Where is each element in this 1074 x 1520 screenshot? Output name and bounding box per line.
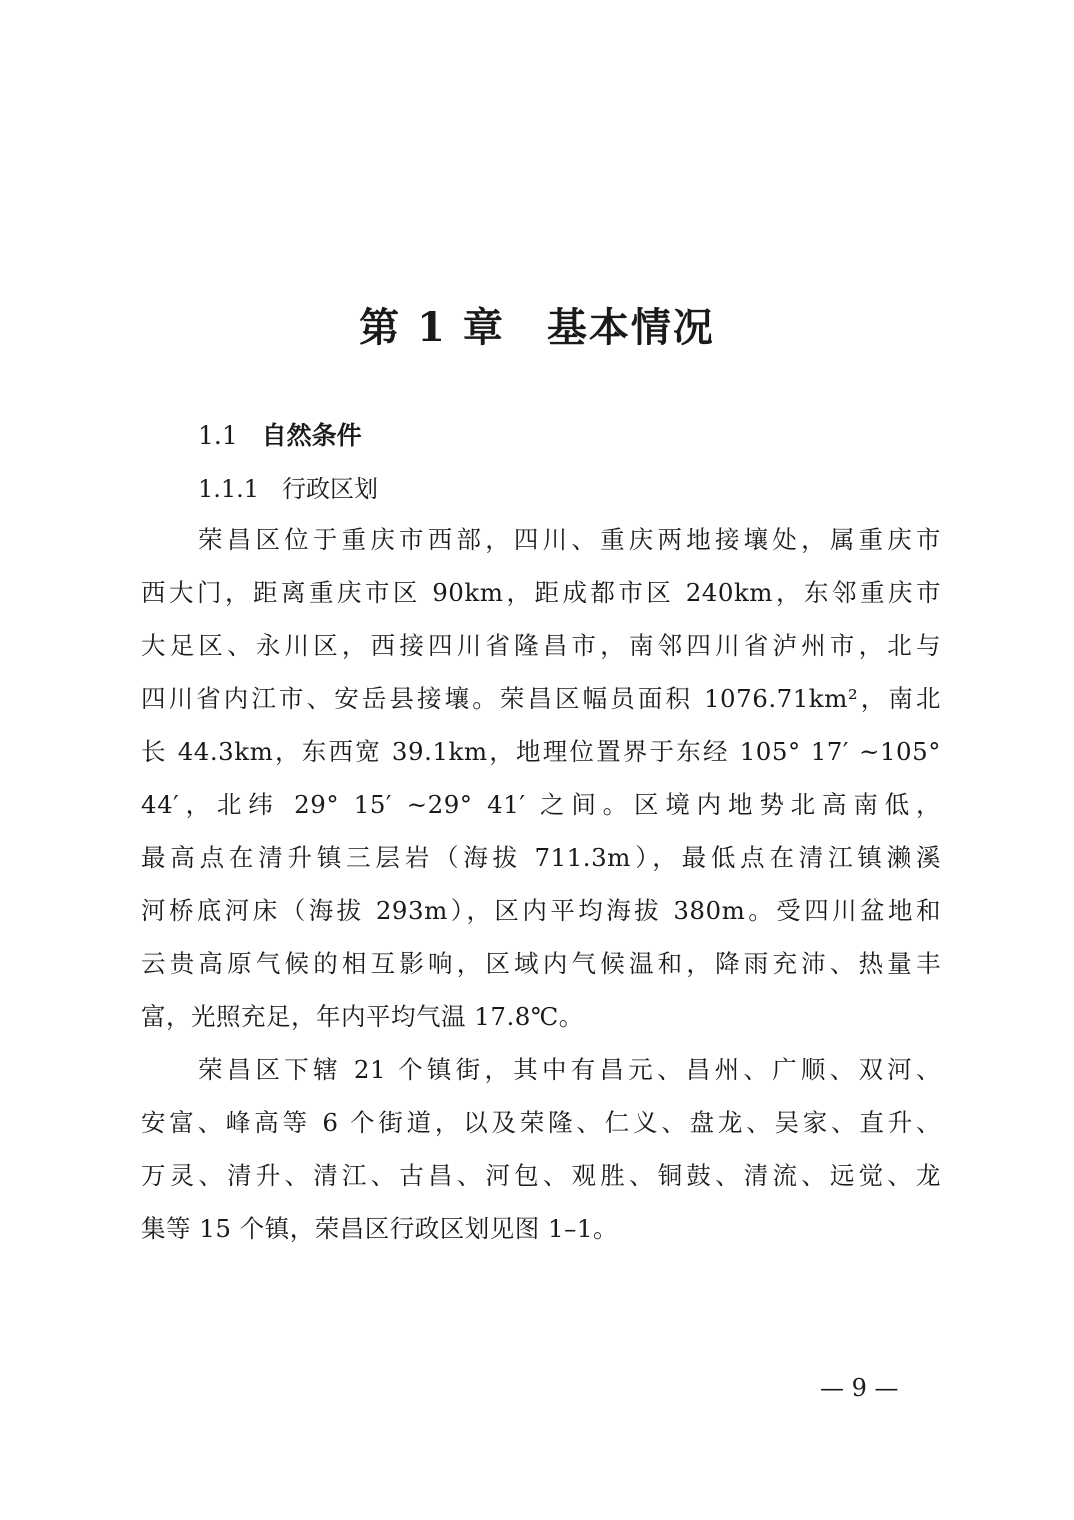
paragraph-line: 四川省内江市、安岳县接壤。荣昌区幅员面积 1076.71km²，南北 (141, 684, 941, 713)
paragraph-line: 44′，北纬 29° 15′ ~29° 41′ 之间。区境内地势北高南低， (141, 790, 941, 819)
page-number: — 9 — (820, 1374, 899, 1402)
paragraph-line: 长 44.3km，东西宽 39.1km，地理位置界于东经 105° 17′ ~105° (141, 737, 941, 766)
paragraph-line: 最高点在清升镇三层岩（海拔 711.3m），最低点在清江镇濑溪 (141, 843, 941, 872)
paragraph-line: 西大门，距离重庆市区 90km，距成都市区 240km，东邻重庆市 (141, 578, 941, 607)
paragraph-line: 万灵、清升、清江、古昌、河包、观胜、铜鼓、清流、远觉、龙 (141, 1161, 941, 1190)
subsection-title: 行政区划 (281, 475, 378, 503)
paragraph-line: 集等 15 个镇，荣昌区行政区划见图 1–1。 (141, 1214, 618, 1243)
paragraph-line: 河桥底河床（海拔 293m），区内平均海拔 380m。受四川盆地和 (141, 896, 941, 925)
chapter-title: 第 1 章 基本情况 (359, 304, 715, 351)
paragraph-line: 富，光照充足，年内平均气温 17.8℃。 (141, 1002, 584, 1031)
subsection-number: 1.1.1 (198, 475, 260, 503)
subsection-heading (198, 469, 378, 509)
section-title: 自然条件 (261, 421, 362, 450)
paragraph-line: 云贵高原气候的相互影响，区域内气候温和，降雨充沛、热量丰 (141, 949, 941, 978)
paragraph-line: 荣昌区位于重庆市西部，四川、重庆两地接壤处，属重庆市 (198, 525, 941, 554)
paragraph-line: 大足区、永川区，西接四川省隆昌市，南邻四川省泸州市，北与 (141, 631, 941, 660)
paragraph-line: 安富、峰高等 6 个街道，以及荣隆、仁义、盘龙、吴家、直升、 (141, 1108, 941, 1137)
paragraph-line: 荣昌区下辖 21 个镇街，其中有昌元、昌州、广顺、双河、 (198, 1055, 941, 1084)
section-number: 1.1 (198, 421, 238, 450)
section-heading (198, 416, 362, 456)
